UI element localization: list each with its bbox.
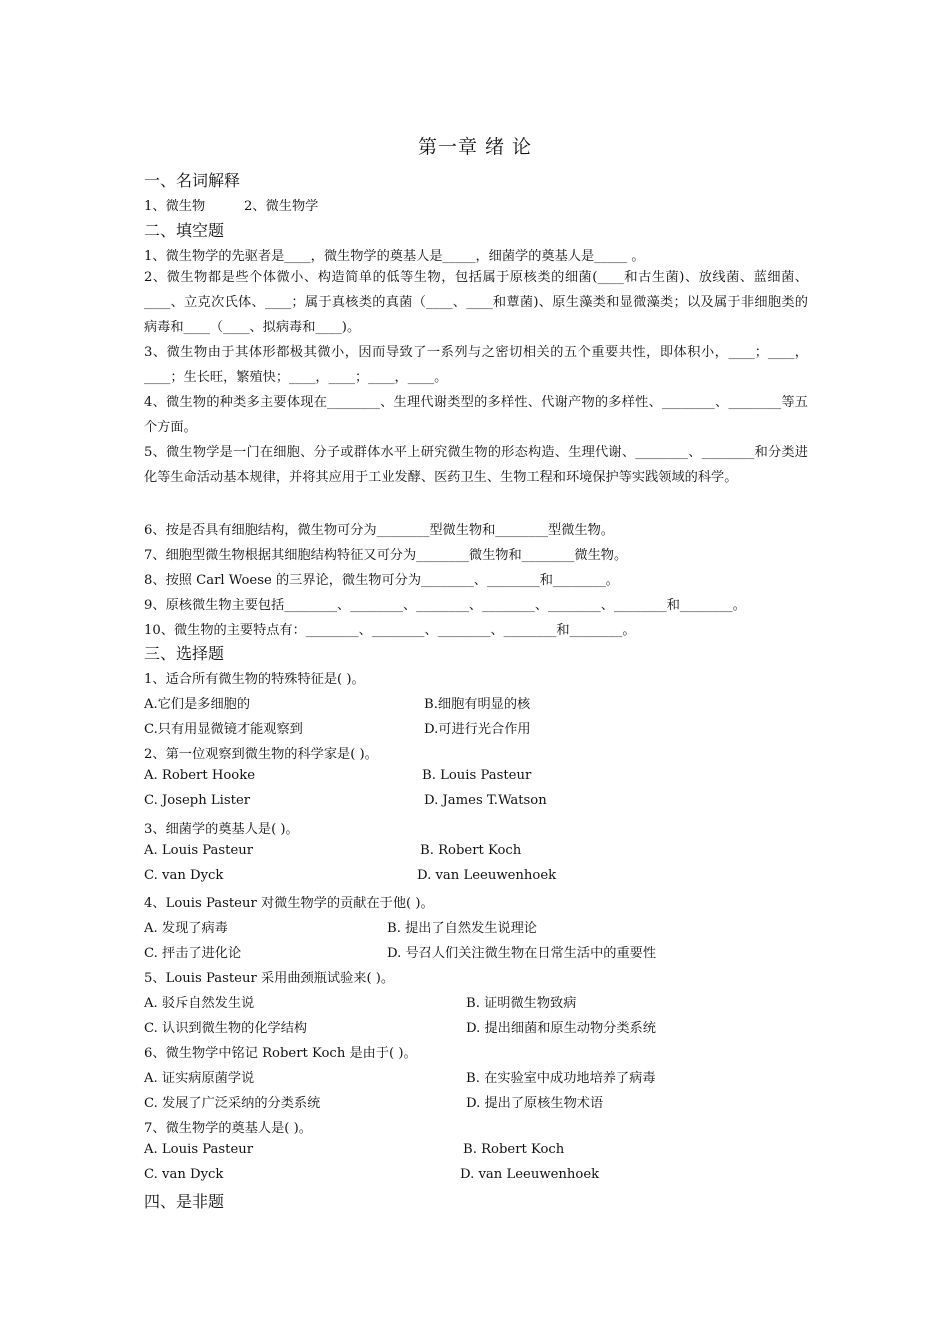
fill-question-10: 10、微生物的主要特点有：________、________、________、________和________。 xyxy=(144,623,636,638)
section-heading-choice: 三、选择题 xyxy=(144,644,225,663)
choice-5-option-a: A. 驳斥自然发生说 xyxy=(144,996,255,1011)
fill-question-8: 8、按照 Carl Woese 的三界论，微生物可分为________、________和________。 xyxy=(144,573,619,588)
choice-2-option-a: A. Robert Hooke xyxy=(144,768,255,783)
choice-2-option-c: C. Joseph Lister xyxy=(144,793,251,808)
section-heading-true-false: 四、是非题 xyxy=(144,1192,225,1211)
choice-question-3: 3、细菌学的奠基人是( )。 xyxy=(144,822,299,837)
choice-6-option-b: B. 在实验室中成功地培养了病毒 xyxy=(466,1071,656,1086)
fill-question-6: 6、按是否具有细胞结构，微生物可分为________型微生物和________型微生物。 xyxy=(144,523,614,538)
choice-7-option-d: D. van Leeuwenhoek xyxy=(460,1167,600,1182)
choice-3-option-c: C. van Dyck xyxy=(144,868,224,883)
fill-question-4: 4、微生物的种类多主要体现在________、生理代谢类型的多样性、代谢产物的多样性、________、________等五个方面。 xyxy=(144,395,808,435)
choice-7-option-b: B. Robert Koch xyxy=(463,1142,565,1157)
fill-question-7: 7、细胞型微生物根据其细胞结构特征又可分为________微生物和________微生物。 xyxy=(144,548,628,563)
fill-question-3: 3、微生物由于其体形都极其微小，因而导致了一系列与之密切相关的五个重要共性，即体积小，____；____，____；生长旺，繁殖快；____，____；____，____。 xyxy=(144,345,808,385)
choice-4-option-b: B. 提出了自然发生说理论 xyxy=(387,921,537,936)
choice-question-4: 4、Louis Pasteur 对微生物学的贡献在于他( )。 xyxy=(144,896,434,911)
term-1: 1、微生物 xyxy=(144,199,206,214)
choice-6-option-a: A. 证实病原菌学说 xyxy=(144,1071,255,1086)
choice-1-option-b: B.细胞有明显的核 xyxy=(424,697,531,712)
fill-question-5: 5、微生物学是一门在细胞、分子或群体水平上研究微生物的形态构造、生理代谢、________、________和分类进化等生命活动基本规律，并将其应用于工业发酵、医药卫生、生物工程和环境保护等实践领域的科学。 xyxy=(144,445,808,485)
choice-3-option-a: A. Louis Pasteur xyxy=(144,843,254,858)
choice-question-7: 7、微生物学的奠基人是( )。 xyxy=(144,1121,312,1136)
choice-question-1: 1、适合所有微生物的特殊特征是( )。 xyxy=(144,672,365,687)
choice-6-option-c: C. 发展了广泛采纳的分类系统 xyxy=(144,1096,321,1111)
choice-question-2: 2、第一位观察到微生物的科学家是( )。 xyxy=(144,747,378,762)
choice-4-option-a: A. 发现了病毒 xyxy=(144,921,228,936)
choice-5-option-b: B. 证明微生物致病 xyxy=(466,996,577,1011)
choice-2-option-d: D. James T.Watson xyxy=(424,793,547,808)
choice-1-option-a: A.它们是多细胞的 xyxy=(144,697,251,712)
choice-question-5: 5、Louis Pasteur 采用曲颈瓶试验来( )。 xyxy=(144,971,395,986)
choice-5-option-d: D. 提出细菌和原生动物分类系统 xyxy=(466,1021,656,1036)
choice-7-option-c: C. van Dyck xyxy=(144,1167,224,1182)
choice-4-option-c: C. 抨击了进化论 xyxy=(144,946,242,961)
choice-3-option-d: D. van Leeuwenhoek xyxy=(417,868,557,883)
fill-question-9: 9、原核微生物主要包括________、________、________、________、________、________和________。 xyxy=(144,598,746,613)
choice-1-option-c: C.只有用显微镜才能观察到 xyxy=(144,722,303,737)
choice-4-option-d: D. 号召人们关注微生物在日常生活中的重要性 xyxy=(387,946,657,961)
section-heading-terms: 一、名词解释 xyxy=(144,171,241,190)
choice-question-6: 6、微生物学中铭记 Robert Koch 是由于( )。 xyxy=(144,1046,417,1061)
fill-question-2: 2、微生物都是些个体微小、构造简单的低等生物，包括属于原核类的细菌(____和古生菌)、放线菌、蓝细菌、____、立克次氏体、____；属于真核类的真菌（____、____和蕈菌)、原生藻类和显微藻类；以及属于非细胞类的病毒和____（____、拟病毒和____)。 xyxy=(144,270,808,335)
choice-6-option-d: D. 提出了原核生物术语 xyxy=(466,1096,604,1111)
choice-5-option-c: C. 认识到微生物的化学结构 xyxy=(144,1021,308,1036)
choice-3-option-b: B. Robert Koch xyxy=(420,843,522,858)
fill-question-1: 1、微生物学的先驱者是____，微生物学的奠基人是_____，细菌学的奠基人是_____ 。 xyxy=(144,249,645,264)
term-2: 2、微生物学 xyxy=(244,199,319,214)
section-heading-fill: 二、填空题 xyxy=(144,221,225,240)
chapter-title: 第一章 绪 论 xyxy=(417,136,533,158)
choice-2-option-b: B. Louis Pasteur xyxy=(422,768,532,783)
choice-7-option-a: A. Louis Pasteur xyxy=(144,1142,254,1157)
choice-1-option-d: D.可进行光合作用 xyxy=(424,722,531,737)
